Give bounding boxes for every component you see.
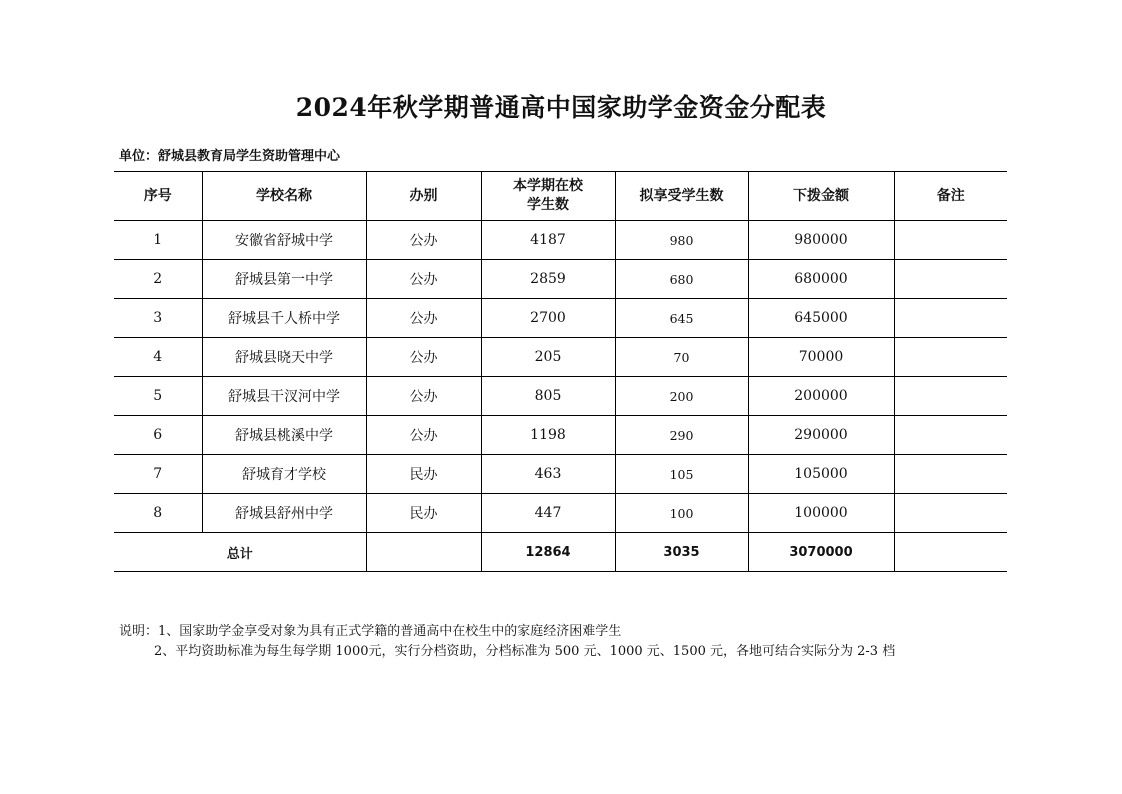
cell-enrolled: 463 <box>481 455 615 494</box>
total-remark <box>894 533 1007 572</box>
note-line-2: 2、平均资助标准为每生每学期 1000元，实行分档资助，分档标准为 500 元、1000 元、1500 元，各地可结合实际分为 2-3 档 <box>154 644 896 659</box>
total-row <box>114 533 1007 572</box>
cell-enrolled: 805 <box>481 377 615 416</box>
cell-enrolled: 1198 <box>481 416 615 455</box>
cell-school: 舒城县舒州中学 <box>202 494 366 533</box>
header-index: 序号 <box>114 172 202 221</box>
cell-school: 舒城县第一中学 <box>202 260 366 299</box>
cell-remark <box>894 416 1007 455</box>
total-type <box>366 533 481 572</box>
cell-amount: 680000 <box>748 260 894 299</box>
cell-enrolled: 2700 <box>481 299 615 338</box>
cell-type: 公办 <box>366 299 481 338</box>
cell-enrolled: 2859 <box>481 260 615 299</box>
cell-school: 舒城县千人桥中学 <box>202 299 366 338</box>
cell-type: 公办 <box>366 377 481 416</box>
cell-remark <box>894 338 1007 377</box>
table-row <box>114 455 1007 494</box>
cell-type: 民办 <box>366 455 481 494</box>
cell-index: 3 <box>114 299 202 338</box>
cell-remark <box>894 494 1007 533</box>
header-enrolled-line2: 学生数 <box>527 197 569 213</box>
note-line-1: 说明：1、国家助学金享受对象为具有正式学籍的普通高中在校生中的家庭经济困难学生 <box>119 624 622 639</box>
cell-type: 公办 <box>366 416 481 455</box>
cell-index: 8 <box>114 494 202 533</box>
cell-recipients: 200 <box>615 377 748 416</box>
cell-remark <box>894 221 1007 260</box>
cell-recipients: 105 <box>615 455 748 494</box>
cell-amount: 105000 <box>748 455 894 494</box>
header-school: 学校名称 <box>202 172 366 221</box>
cell-school: 舒城县晓天中学 <box>202 338 366 377</box>
document-title: 2024年秋学期普通高中国家助学金资金分配表 <box>295 93 827 122</box>
cell-amount: 100000 <box>748 494 894 533</box>
cell-recipients: 290 <box>615 416 748 455</box>
table-row <box>114 221 1007 260</box>
cell-recipients: 70 <box>615 338 748 377</box>
cell-amount: 645000 <box>748 299 894 338</box>
cell-school: 安徽省舒城中学 <box>202 221 366 260</box>
cell-type: 公办 <box>366 221 481 260</box>
cell-index: 7 <box>114 455 202 494</box>
cell-recipients: 680 <box>615 260 748 299</box>
cell-amount: 980000 <box>748 221 894 260</box>
cell-recipients: 645 <box>615 299 748 338</box>
table-row <box>114 494 1007 533</box>
cell-recipients: 100 <box>615 494 748 533</box>
cell-enrolled: 205 <box>481 338 615 377</box>
cell-index: 2 <box>114 260 202 299</box>
table-row <box>114 338 1007 377</box>
notes <box>119 622 895 662</box>
cell-school: 舒城育才学校 <box>202 455 366 494</box>
cell-remark <box>894 260 1007 299</box>
cell-type: 民办 <box>366 494 481 533</box>
cell-type: 公办 <box>366 338 481 377</box>
header-recipients: 拟享受学生数 <box>615 172 748 221</box>
total-enrolled: 12864 <box>481 533 615 572</box>
cell-recipients: 980 <box>615 221 748 260</box>
header-type: 办别 <box>366 172 481 221</box>
total-recipients: 3035 <box>615 533 748 572</box>
header-amount: 下拨金额 <box>748 172 894 221</box>
cell-enrolled: 4187 <box>481 221 615 260</box>
cell-index: 6 <box>114 416 202 455</box>
cell-remark <box>894 455 1007 494</box>
allocation-table <box>114 171 1007 572</box>
table-row <box>114 299 1007 338</box>
cell-amount: 70000 <box>748 338 894 377</box>
cell-amount: 200000 <box>748 377 894 416</box>
cell-school: 舒城县桃溪中学 <box>202 416 366 455</box>
total-label: 总计 <box>114 533 366 572</box>
cell-enrolled: 447 <box>481 494 615 533</box>
cell-remark <box>894 299 1007 338</box>
unit-line: 单位：舒城县教育局学生资助管理中心 <box>119 149 341 164</box>
cell-school: 舒城县干汊河中学 <box>202 377 366 416</box>
total-amount: 3070000 <box>748 533 894 572</box>
table-row <box>114 260 1007 299</box>
table-row <box>114 377 1007 416</box>
cell-remark <box>894 377 1007 416</box>
cell-type: 公办 <box>366 260 481 299</box>
cell-amount: 290000 <box>748 416 894 455</box>
cell-index: 4 <box>114 338 202 377</box>
header-enrolled <box>481 172 615 221</box>
cell-index: 1 <box>114 221 202 260</box>
header-enrolled-line1: 本学期在校 <box>513 178 583 194</box>
header-remark: 备注 <box>894 172 1007 221</box>
cell-index: 5 <box>114 377 202 416</box>
table-row <box>114 416 1007 455</box>
table-header-row <box>114 172 1007 221</box>
